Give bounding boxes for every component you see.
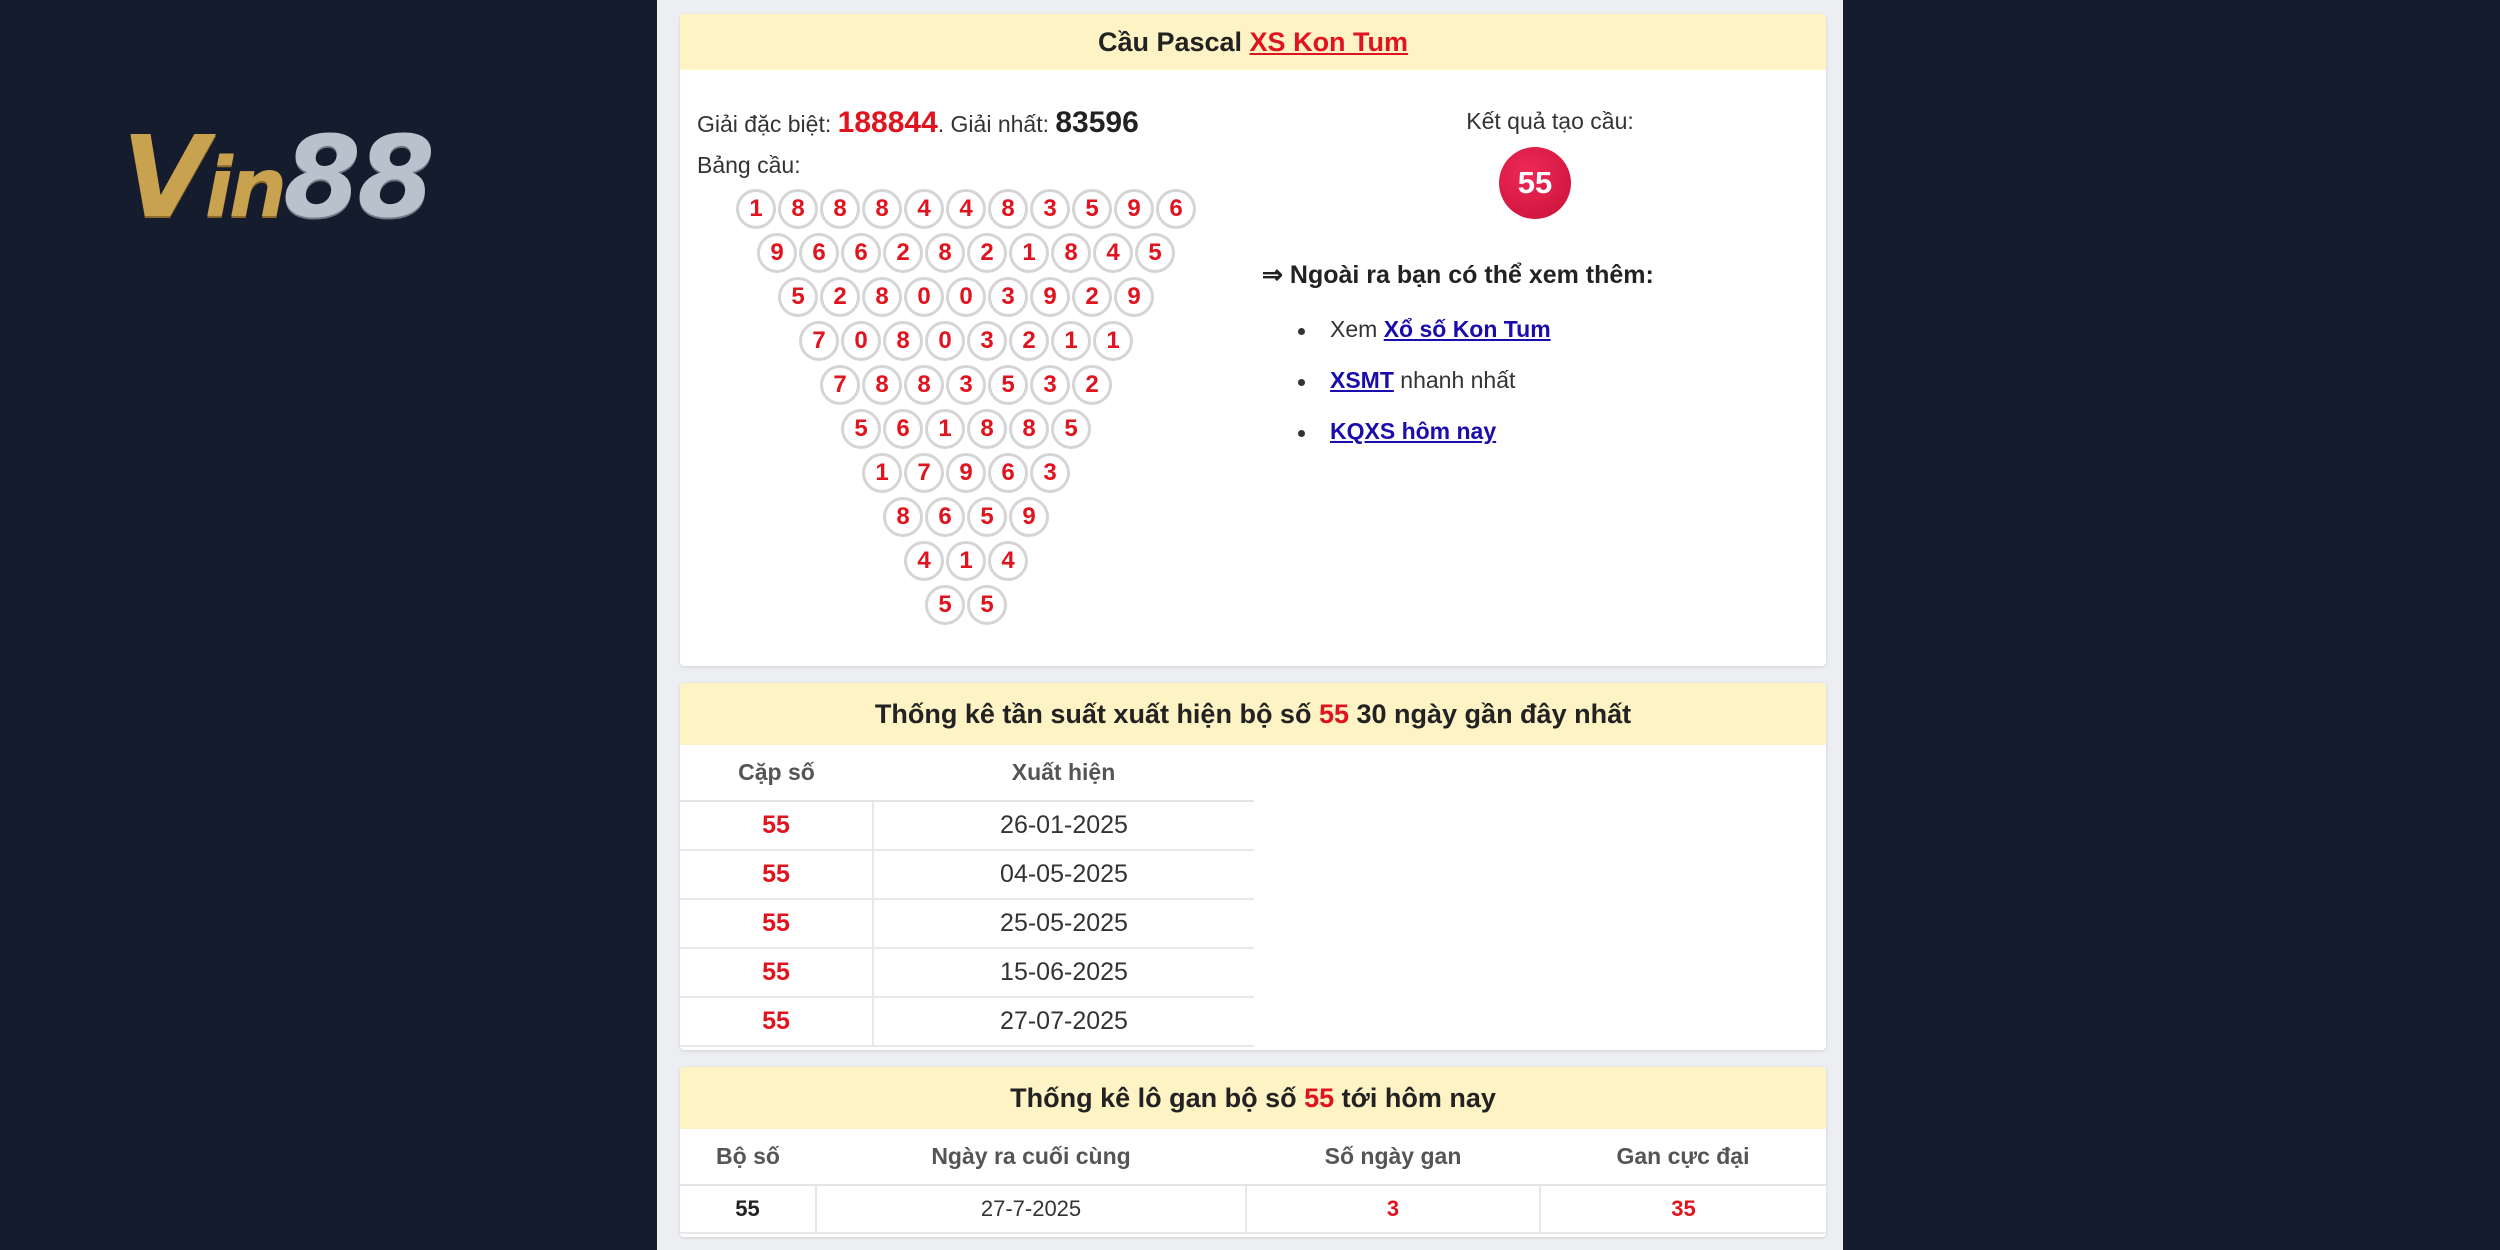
gan-card (680, 1067, 1826, 1237)
table-row (680, 948, 1254, 997)
pyramid-ball: 9 (946, 453, 986, 493)
pyramid-ball: 1 (1009, 233, 1049, 273)
pyramid-ball: 3 (967, 321, 1007, 361)
pyramid-ball: 2 (1072, 365, 1112, 405)
pyramid-row (736, 189, 1198, 233)
gan-col-last-date: Ngày ra cuối cùng (816, 1129, 1246, 1185)
gan-col-number: Bộ số (680, 1129, 816, 1185)
pyramid-ball: 0 (925, 321, 965, 361)
pair-cell: 55 (680, 997, 873, 1046)
gan-title-suffix: tới hôm nay (1334, 1083, 1496, 1113)
more-link-prefix: Xem (1330, 316, 1384, 342)
table-row (680, 1185, 1826, 1233)
pyramid-ball: 8 (820, 189, 860, 229)
pyramid-ball: 1 (946, 541, 986, 581)
date-cell: 26-01-2025 (873, 801, 1254, 850)
pyramid-ball: 5 (841, 409, 881, 449)
pyramid-ball: 2 (967, 233, 1007, 273)
pyramid-ball: 7 (904, 453, 944, 493)
pyramid-ball: 6 (841, 233, 881, 273)
pyramid-ball: 9 (757, 233, 797, 273)
pyramid-ball: 5 (967, 585, 1007, 625)
col-appear-header: Xuất hiện (873, 745, 1254, 801)
pair-cell: 55 (680, 899, 873, 948)
pyramid-ball: 8 (904, 365, 944, 405)
date-cell: 25-05-2025 (873, 899, 1254, 948)
prize-line (697, 106, 1139, 140)
result-label: Kết quả tạo cầu: (1466, 108, 1634, 134)
bullet-icon (1298, 379, 1305, 386)
pyramid-ball: 9 (1009, 497, 1049, 537)
pyramid-ball: 5 (778, 277, 818, 317)
pyramid-ball: 9 (1030, 277, 1070, 317)
pyramid-ball: 4 (904, 541, 944, 581)
pascal-title (680, 14, 1826, 70)
pair-cell: 55 (680, 850, 873, 899)
pyramid-ball: 8 (862, 189, 902, 229)
pyramid-ball: 4 (904, 189, 944, 229)
pyramid-ball: 5 (967, 497, 1007, 537)
pyramid-ball: 4 (1093, 233, 1133, 273)
pyramid-ball: 5 (988, 365, 1028, 405)
gan-number-cell: 55 (680, 1185, 816, 1233)
pyramid-ball: 8 (883, 321, 923, 361)
pyramid-ball: 1 (1093, 321, 1133, 361)
frequency-table (680, 745, 1254, 1047)
pyramid-ball: 6 (988, 453, 1028, 493)
pyramid-ball: 1 (736, 189, 776, 229)
gan-last-date-cell: 27-7-2025 (816, 1185, 1246, 1233)
table-row (680, 997, 1254, 1046)
gan-title (680, 1067, 1826, 1129)
pyramid-ball: 1 (925, 409, 965, 449)
date-cell: 04-05-2025 (873, 850, 1254, 899)
pyramid-ball: 8 (862, 277, 902, 317)
pyramid-ball: 8 (778, 189, 818, 229)
col-pair-header: Cặp số (680, 745, 873, 801)
table-row (680, 850, 1254, 899)
gan-days-cell: 3 (1246, 1185, 1540, 1233)
pyramid-ball: 8 (862, 365, 902, 405)
vin88-logo[interactable] (122, 113, 482, 243)
pyramid-ball: 6 (1156, 189, 1196, 229)
pyramid-ball: 2 (1072, 277, 1112, 317)
date-cell: 15-06-2025 (873, 948, 1254, 997)
pyramid-ball: 3 (1030, 453, 1070, 493)
pyramid-ball: 2 (883, 233, 923, 273)
pyramid-row (883, 497, 1051, 541)
more-link-item (1330, 367, 1551, 418)
gan-table (680, 1129, 1826, 1234)
pyramid-ball: 5 (1051, 409, 1091, 449)
gan-col-max-gan: Gan cực đại (1540, 1129, 1826, 1185)
pair-cell: 55 (680, 948, 873, 997)
pyramid-row (862, 453, 1072, 497)
frequency-title-suffix: 30 ngày gần đây nhất (1349, 699, 1632, 729)
pyramid-row (778, 277, 1156, 321)
table-row (680, 801, 1254, 850)
pyramid-ball: 3 (1030, 189, 1070, 229)
gan-max-cell: 35 (1540, 1185, 1826, 1233)
first-prize-label: . Giải nhất: (937, 111, 1056, 137)
more-link[interactable]: XSMT (1330, 367, 1394, 393)
pyramid-ball: 0 (904, 277, 944, 317)
frequency-title-prefix: Thống kê tần suất xuất hiện bộ số (874, 699, 1319, 729)
more-link[interactable]: KQXS hôm nay (1330, 418, 1497, 444)
pyramid-ball: 1 (1051, 321, 1091, 361)
pyramid-ball: 5 (925, 585, 965, 625)
special-prize-value: 188844 (837, 106, 938, 139)
pascal-table-label: Bảng cầu: (697, 152, 801, 178)
more-link-item (1330, 316, 1551, 367)
pyramid-ball: 7 (820, 365, 860, 405)
more-links-list (1330, 316, 1551, 469)
pyramid-ball: 8 (1009, 409, 1049, 449)
pascal-title-text: Cầu Pascal (1097, 27, 1250, 57)
more-link[interactable]: Xổ số Kon Tum (1383, 316, 1551, 342)
pyramid-ball: 4 (946, 189, 986, 229)
pyramid-ball: 0 (841, 321, 881, 361)
frequency-title (680, 683, 1826, 745)
gan-col-gan-days: Số ngày gan (1246, 1129, 1540, 1185)
pyramid-ball: 3 (988, 277, 1028, 317)
first-prize-value: 83596 (1055, 106, 1139, 139)
pyramid-ball: 7 (799, 321, 839, 361)
frequency-title-number: 55 (1318, 699, 1349, 729)
pyramid-ball: 1 (862, 453, 902, 493)
pyramid-ball: 8 (1051, 233, 1091, 273)
pyramid-row (820, 365, 1114, 409)
special-prize-label: Giải đặc biệt: (697, 111, 838, 137)
pyramid-ball: 6 (883, 409, 923, 449)
logo-letter-v: V (122, 113, 205, 243)
xs-kon-tum-link[interactable]: XS Kon Tum (1249, 27, 1409, 57)
pyramid-ball: 0 (946, 277, 986, 317)
pyramid-row (841, 409, 1093, 453)
table-row (680, 899, 1254, 948)
pyramid-ball: 6 (799, 233, 839, 273)
pyramid-ball: 4 (988, 541, 1028, 581)
gan-title-number: 55 (1304, 1083, 1335, 1113)
pair-cell: 55 (680, 801, 873, 850)
more-title: ⇒ Ngoài ra bạn có thể xem thêm: (1262, 261, 1654, 289)
result-ball: 55 (1499, 147, 1571, 219)
pyramid-ball: 3 (946, 365, 986, 405)
pyramid-row (757, 233, 1177, 277)
bullet-icon (1298, 328, 1305, 335)
pyramid-ball: 2 (820, 277, 860, 317)
frequency-card (680, 683, 1826, 1050)
more-link-suffix: nhanh nhất (1393, 367, 1516, 393)
pyramid-ball: 5 (1072, 189, 1112, 229)
pyramid-ball: 9 (1114, 277, 1154, 317)
date-cell: 27-07-2025 (873, 997, 1254, 1046)
pyramid-ball: 5 (1135, 233, 1175, 273)
pyramid-ball: 8 (883, 497, 923, 537)
pyramid-row (904, 541, 1030, 585)
pyramid-ball: 2 (1009, 321, 1049, 361)
gan-title-prefix: Thống kê lô gan bộ số (1010, 1083, 1305, 1113)
bullet-icon (1298, 430, 1305, 437)
pyramid-ball: 9 (1114, 189, 1154, 229)
logo-number-88: 88 (283, 113, 432, 243)
content-column (657, 0, 1843, 1250)
logo-letters-in: in (204, 141, 284, 236)
pyramid-row (925, 585, 1009, 629)
pyramid-ball: 8 (967, 409, 1007, 449)
pyramid-row (799, 321, 1135, 365)
pyramid-ball: 3 (1030, 365, 1070, 405)
more-link-item (1330, 418, 1551, 469)
pyramid-ball: 6 (925, 497, 965, 537)
pascal-card (680, 14, 1826, 666)
pyramid-ball: 8 (988, 189, 1028, 229)
pyramid-ball: 8 (925, 233, 965, 273)
